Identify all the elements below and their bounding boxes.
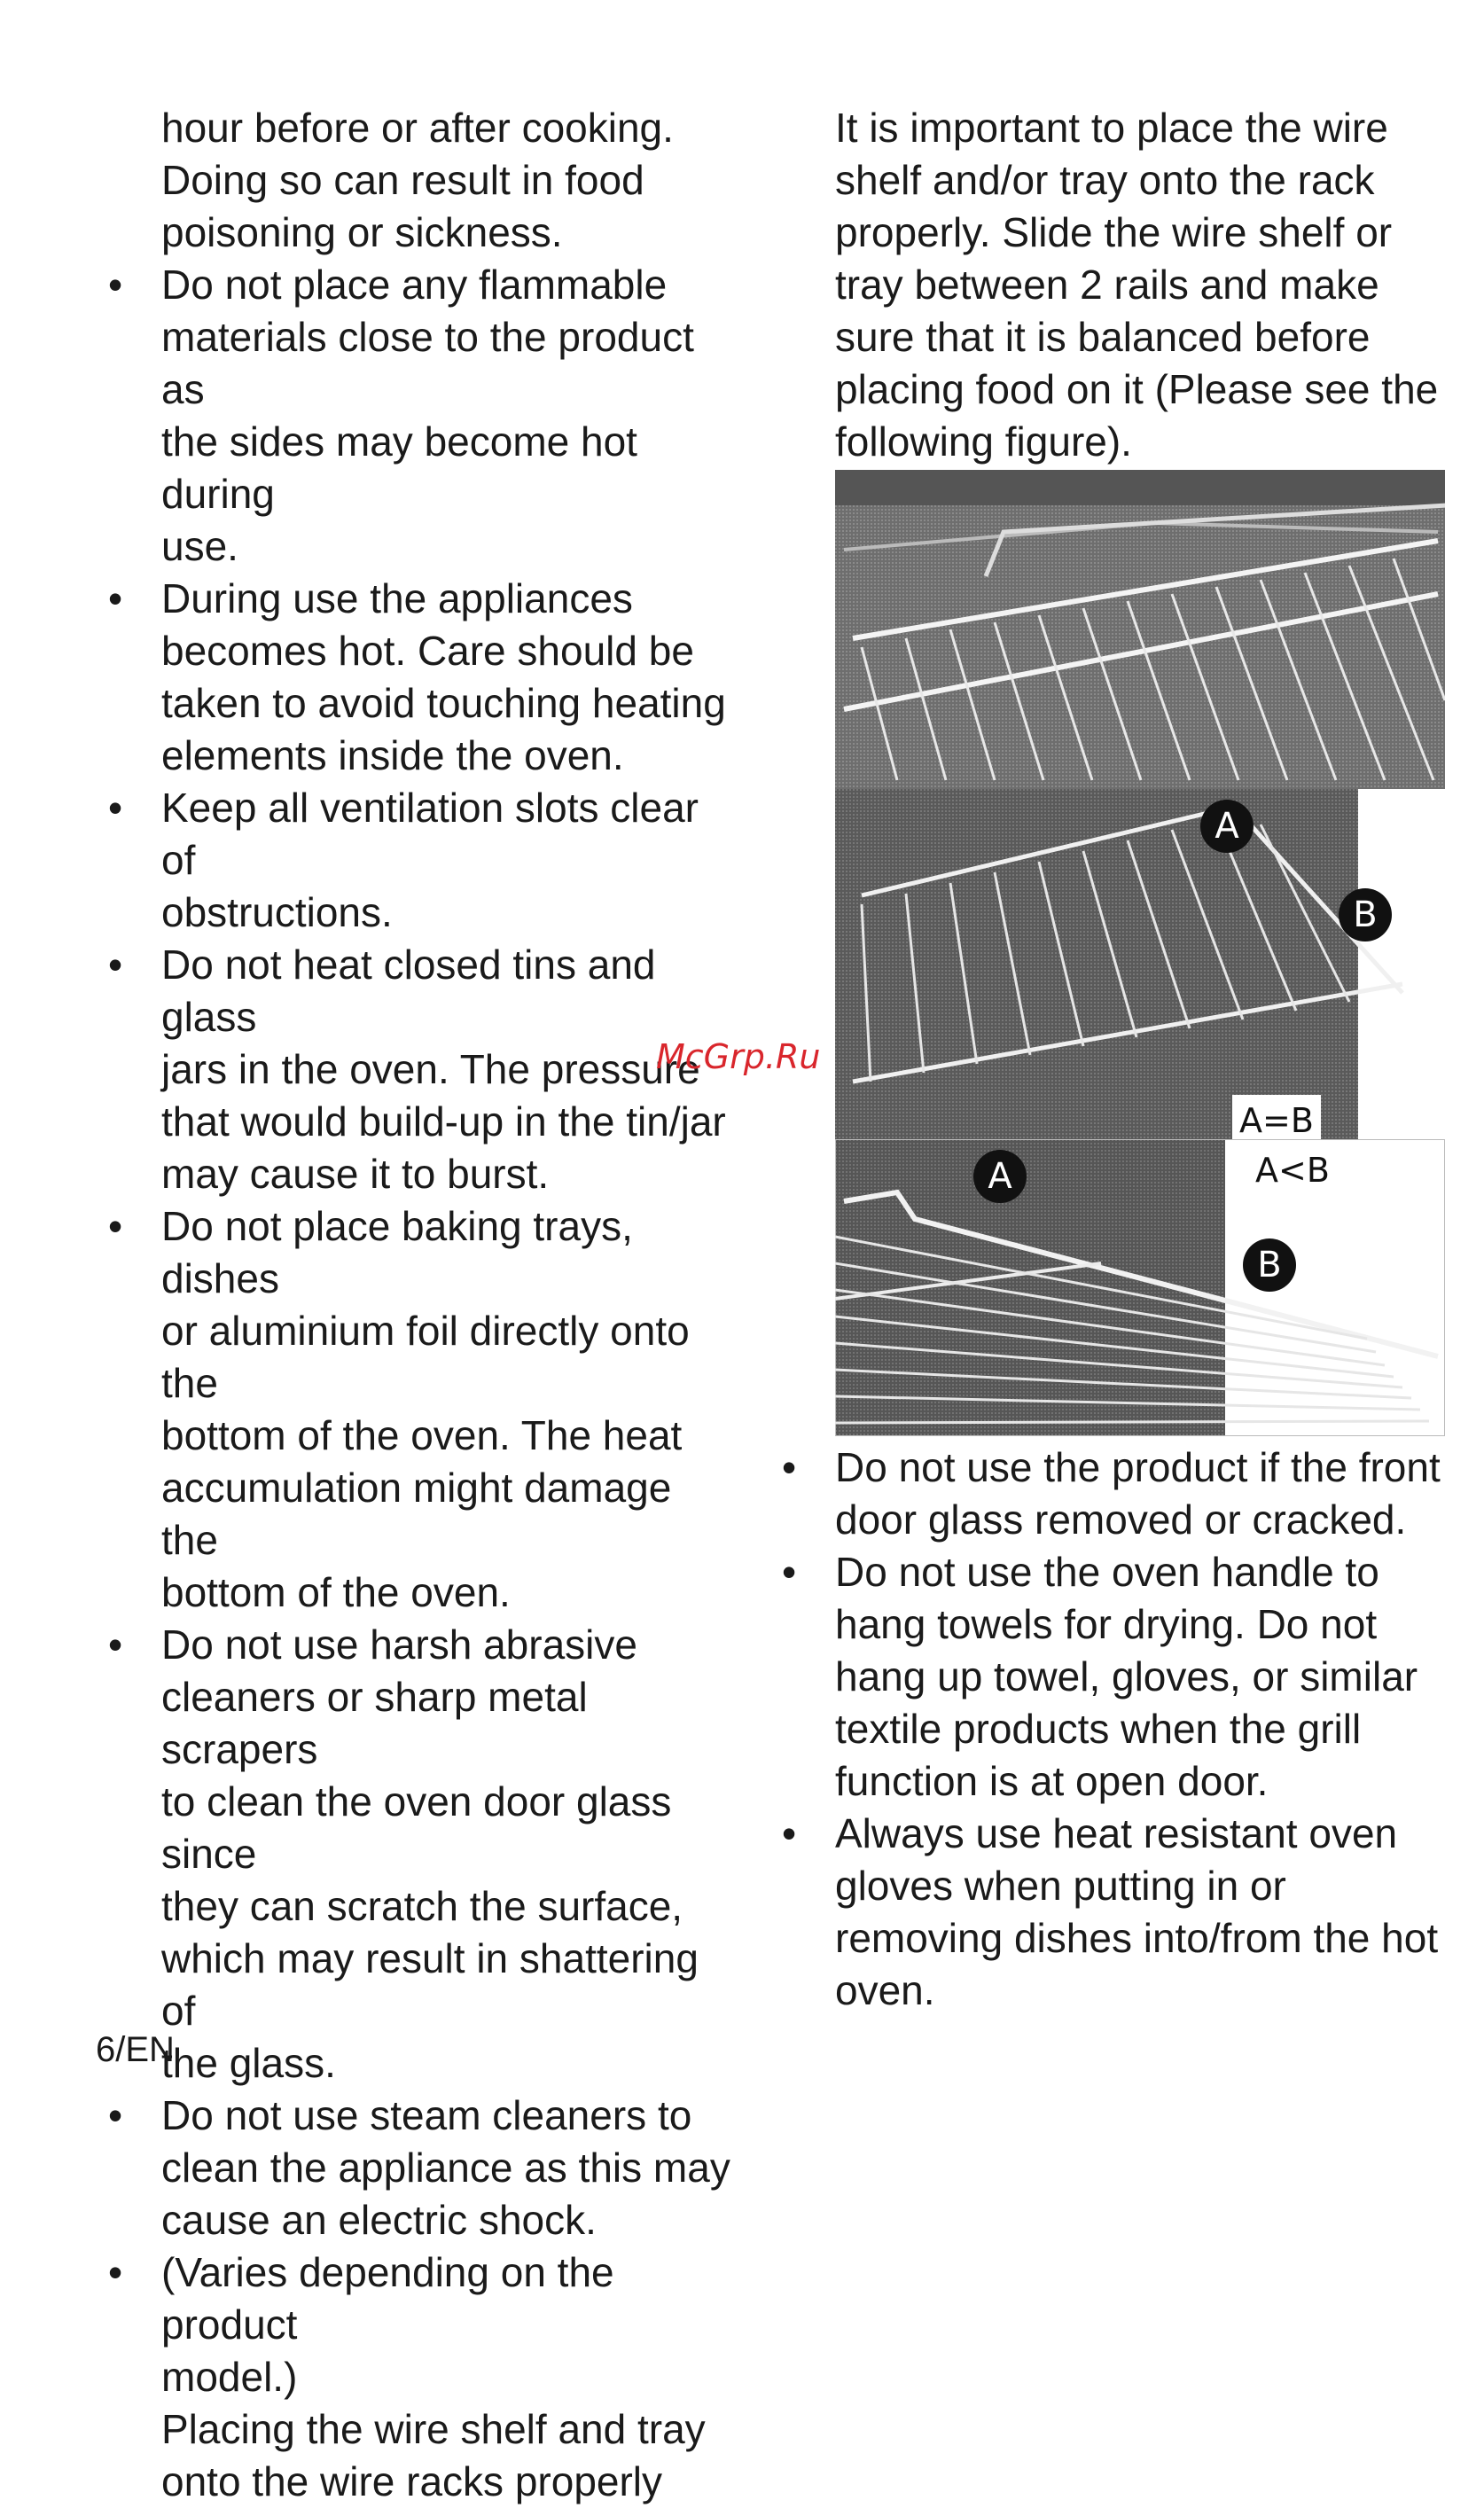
a-less-than-b-label: A<B <box>1248 1145 1337 1197</box>
text-line: Doing so can result in food <box>161 157 644 203</box>
text-line: Placing the wire shelf and tray <box>161 2406 706 2452</box>
text-line: elements inside the oven. <box>161 732 624 778</box>
text-line: oven. <box>835 1967 935 2013</box>
text-line: poisoning or sickness. <box>161 209 563 255</box>
bullet-dot: • <box>107 575 123 621</box>
bullet-item <box>98 939 736 1200</box>
bullet-dot: • <box>107 2092 123 2138</box>
bullet-item <box>98 259 736 573</box>
text-line: becomes hot. Care should be <box>161 628 694 674</box>
text-line: bottom of the oven. <box>161 1569 511 1615</box>
bullet-item <box>98 2246 736 2508</box>
text-line: shelf and/or tray onto the rack <box>835 157 1375 203</box>
text-line: may cause it to burst. <box>161 1151 550 1197</box>
bullet-item <box>98 1200 736 1619</box>
text-line: Keep all ventilation slots clear of <box>161 785 699 883</box>
text-line: following figure). <box>835 418 1132 465</box>
text-line: door glass removed or cracked. <box>835 1496 1407 1543</box>
text-line: accumulation might damage the <box>161 1465 672 1563</box>
label-b-marker-lower: B <box>1243 1238 1296 1292</box>
right-bullet-list <box>771 1442 1463 2017</box>
bullet-dot: • <box>781 1444 797 1490</box>
text-line: removing dishes into/from the hot <box>835 1915 1439 1961</box>
text-line: Do not use steam cleaners to <box>161 2092 692 2138</box>
text-line: taken to avoid touching heating <box>161 680 726 726</box>
shelf-photo-top <box>835 470 1445 789</box>
text-line: function is at open door. <box>835 1758 1269 1804</box>
bullet-dot: • <box>107 1621 123 1668</box>
text-line: the glass. <box>161 2040 336 2086</box>
text-line: model.) <box>161 2354 298 2400</box>
text-line: which may result in shattering of <box>161 1935 699 2034</box>
text-line: Always use heat resistant oven <box>835 1810 1398 1856</box>
shelf-photo-unbalanced <box>835 1139 1445 1436</box>
text-line: properly. Slide the wire shelf or <box>835 209 1393 255</box>
text-line: gloves when putting in or <box>835 1863 1286 1909</box>
bullet-dot: • <box>107 941 123 988</box>
text-line: or aluminium foil directly onto the <box>161 1308 690 1406</box>
text-line: Do not heat closed tins and glass <box>161 941 656 1040</box>
text-line: the sides may become hot during <box>161 418 637 517</box>
bullet-dot: • <box>107 262 123 308</box>
text-line: Do not use the product if the front <box>835 1444 1441 1490</box>
text-line: use. <box>161 523 238 569</box>
bullet-item <box>98 1619 736 2090</box>
a-equals-b-label: A=B <box>1232 1095 1321 1139</box>
text-line: to clean the oven door glass since <box>161 1778 672 1877</box>
bullet-dot: • <box>107 2249 123 2295</box>
shelf-photo-balanced <box>835 789 1445 1139</box>
text-line: cause an electric shock. <box>161 2197 597 2243</box>
text-line: materials close to the product as <box>161 314 694 412</box>
text-line: Do not use harsh abrasive <box>161 1621 637 1668</box>
text-line: they can scratch the surface, <box>161 1883 683 1929</box>
left-bullet-list <box>98 259 736 2508</box>
text-line: clean the appliance as this may <box>161 2145 730 2191</box>
text-line: hang up towel, gloves, or similar <box>835 1653 1418 1699</box>
left-column <box>98 102 736 2508</box>
wire-shelf-figure <box>835 470 1445 1436</box>
text-line: obstructions. <box>161 889 393 935</box>
text-line: Do not place baking trays, dishes <box>161 1203 633 1301</box>
text-line: It is important to place the wire <box>835 105 1388 151</box>
text-line: textile products when the grill <box>835 1706 1362 1752</box>
bullet-item <box>771 1442 1463 1546</box>
text-line: Do not use the oven handle to <box>835 1549 1379 1595</box>
page-number: 6/EN <box>96 2030 175 2069</box>
text-line: bottom of the oven. The heat <box>161 1412 683 1458</box>
label-a-marker: A <box>1200 800 1254 853</box>
text-line: jars in the oven. The pressure <box>161 1046 700 1092</box>
bullet-dot: • <box>781 1549 797 1595</box>
bullet-item <box>771 1808 1463 2017</box>
text-line: sure that it is balanced before <box>835 314 1371 360</box>
text-line: hour before or after cooking. <box>161 105 674 151</box>
text-line: During use the appliances <box>161 575 633 621</box>
bullet-dot: • <box>107 1203 123 1249</box>
text-line: Do not place any flammable <box>161 262 668 308</box>
label-a-marker-lower: A <box>973 1150 1027 1203</box>
watermark-text: McGrp.Ru <box>656 1037 821 1076</box>
bullet-item <box>98 573 736 782</box>
bullet-item <box>98 2090 736 2246</box>
text-line: hang towels for drying. Do not <box>835 1601 1378 1647</box>
text-line: tray between 2 rails and make <box>835 262 1379 308</box>
label-b-marker: B <box>1339 888 1392 941</box>
right-column <box>771 102 1463 2017</box>
bullet-item <box>771 1546 1463 1808</box>
intro-paragraph <box>835 102 1463 468</box>
bullet-dot: • <box>107 785 123 831</box>
text-line: placing food on it (Please see the <box>835 366 1439 412</box>
text-line: that would build-up in the tin/jar <box>161 1098 726 1145</box>
bullet-item <box>98 782 736 939</box>
continued-paragraph <box>161 102 736 259</box>
text-line: cleaners or sharp metal scrapers <box>161 1674 588 1772</box>
text-line: onto the wire racks properly <box>161 2458 663 2504</box>
bullet-dot: • <box>781 1810 797 1856</box>
text-line: (Varies depending on the product <box>161 2249 614 2348</box>
